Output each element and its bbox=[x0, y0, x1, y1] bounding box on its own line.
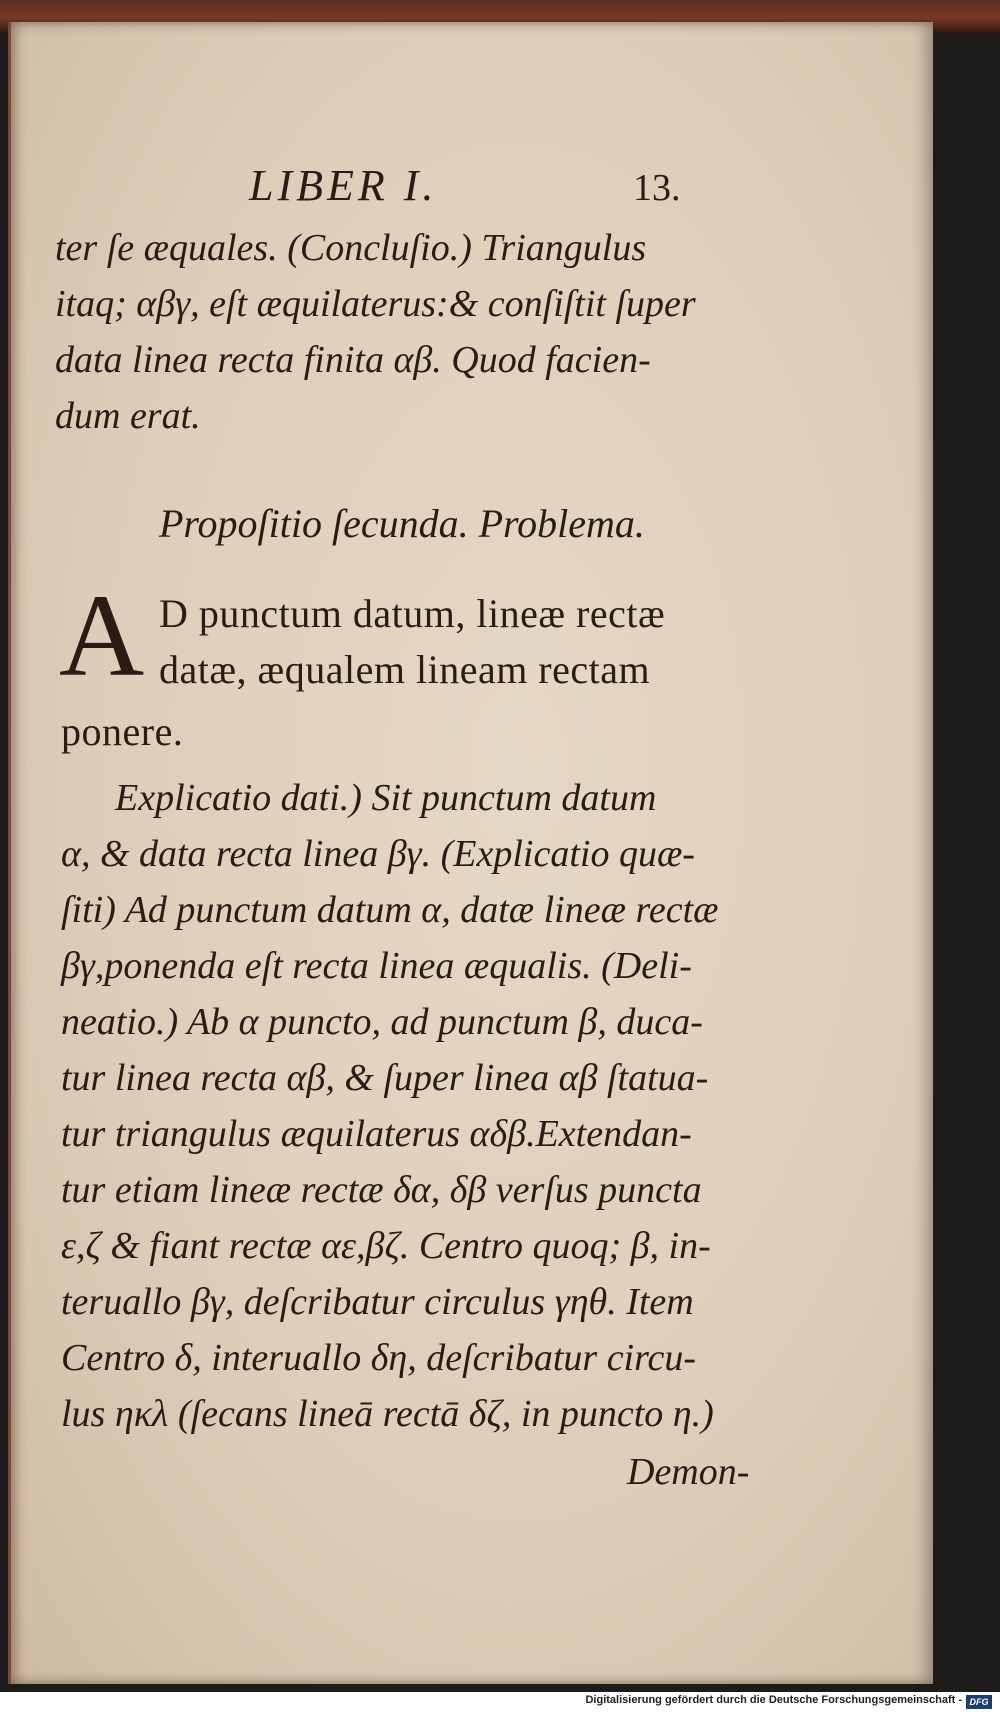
proposition-line: D punctum datum, lineæ rectæ bbox=[159, 591, 666, 636]
digitization-credit: Digitalisierung gefördert durch die Deutsche Forschungsgemeinschaft - bbox=[585, 1694, 962, 1706]
dfg-logo-icon: DFG bbox=[966, 1695, 992, 1709]
catchword: Demon- bbox=[627, 1451, 750, 1493]
text-line: α, & data recta linea βγ. (Explicatio quæ- bbox=[61, 833, 695, 875]
text-line: tur triangulus æquilaterus αδβ.Extendan- bbox=[61, 1113, 692, 1155]
section-heading: Propoſitio ſecunda. Problema. bbox=[159, 501, 645, 546]
text-line: tur etiam lineæ rectæ δα, δβ verſus puncta bbox=[61, 1169, 702, 1211]
text-line: ter ſe æquales. (Concluſio.) Triangulus bbox=[55, 227, 647, 269]
text-line: dum erat. bbox=[55, 395, 201, 437]
drop-cap: A bbox=[59, 570, 145, 701]
proposition-line: datæ, æqualem lineam rectam bbox=[159, 647, 651, 692]
proposition-line: ponere. bbox=[61, 709, 184, 754]
text-line: teruallo βγ, deſcribatur circulus γηθ. Item bbox=[61, 1281, 694, 1323]
text-line: Centro δ, interuallo δη, deſcribatur circu- bbox=[61, 1337, 697, 1379]
text-line: itaq; αβγ, eſt æquilaterus:& conſiſtit ſuper bbox=[55, 283, 696, 325]
text-line: ſiti) Ad punctum datum α, datæ lineæ rectæ bbox=[61, 889, 719, 931]
book-page bbox=[8, 22, 933, 1684]
text-line: βγ,ponenda eſt recta linea æqualis. (Deli- bbox=[61, 945, 692, 987]
running-title: LIBER I. bbox=[249, 161, 438, 210]
text-line: ε,ζ & fiant rectæ αε,βζ. Centro quoq; β, in- bbox=[61, 1225, 711, 1267]
page-number: 13. bbox=[633, 167, 681, 209]
text-line: lus ηκλ (ſecans lineā rectā δζ, in puncto η.) bbox=[61, 1393, 714, 1435]
text-line: tur linea recta αβ, & ſuper linea αβ ſtatua- bbox=[61, 1057, 709, 1099]
text-line: Explicatio dati.) Sit punctum datum bbox=[115, 777, 657, 819]
text-line: data linea recta finita αβ. Quod facien- bbox=[55, 339, 651, 381]
page-content bbox=[11, 22, 933, 1684]
text-line: neatio.) Ab α puncto, ad punctum β, duca- bbox=[61, 1001, 703, 1043]
